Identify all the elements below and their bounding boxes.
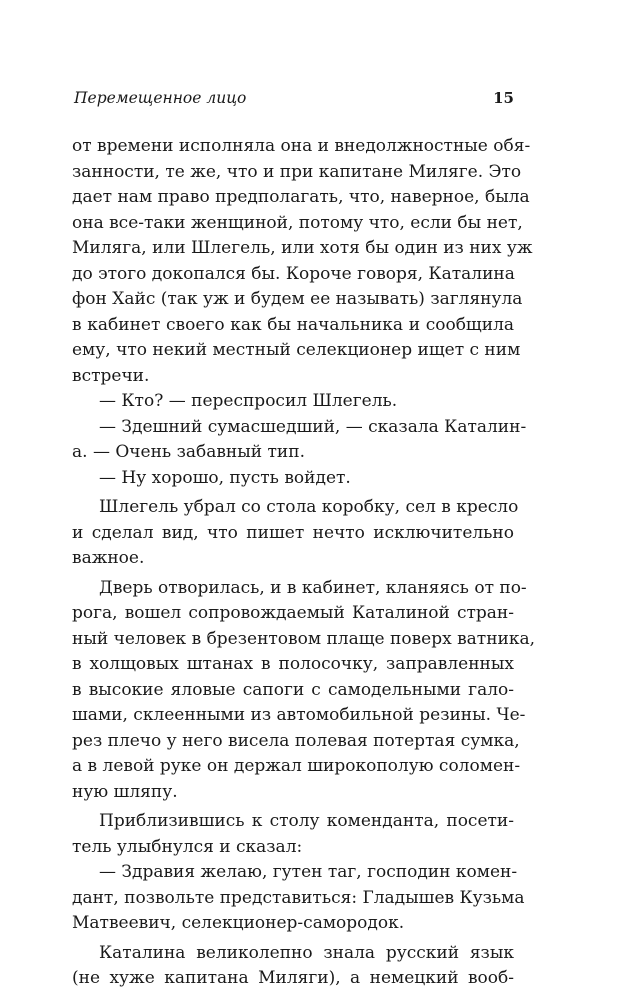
text-line: встречи. (72, 365, 150, 386)
text-line: шами, склеенными из автомобильной резины. Че- (72, 705, 526, 725)
text-line: рез плечо у него висела полевая потертая сумка, (72, 730, 520, 751)
text-line: а. — Очень забавный тип. (72, 442, 305, 462)
text-line: важное. (72, 548, 145, 568)
text-line: в кабинет своего как бы начальника и сообщила (72, 314, 514, 335)
text-line: (не хуже капитана Миляги), а немецкий вооб- (72, 968, 514, 988)
text-line: а в левой руке он держал широкополую соломен- (72, 756, 521, 776)
text-line: фон Хайс (так уж и будем ее называть) заглянула (72, 289, 523, 309)
text-line: занности, те же, что и при капитане Миляге. Это (72, 161, 522, 182)
text-line: Миляга, или Шлегель, или хотя бы один из них уж (72, 238, 533, 258)
page-header (74, 86, 514, 110)
text-line: Приблизившись к столу коменданта, посети- (99, 811, 514, 831)
text-line: до этого докопался бы. Короче говоря, Каталина (72, 263, 515, 284)
text-line: дает нам право предполагать, что, наверное, была (72, 187, 530, 207)
text-line: от времени исполняла она и внедолжностные обя- (72, 136, 531, 156)
body-text (72, 134, 536, 992)
running-title: Перемещенное лицо (74, 89, 247, 107)
text-line: — Кто? — переспросил Шлегель. (99, 391, 398, 411)
text-line: рога, вошел сопровождаемый Каталиной стран- (72, 603, 514, 623)
text-line: Матвеевич, селекционер-самородок. (72, 913, 405, 933)
text-line: она все-таки женщиной, потому что, если бы нет, (72, 212, 523, 233)
text-line: ему, что некий местный селекционер ищет с ним (72, 340, 521, 360)
page-number: 15 (493, 89, 514, 107)
text-line: — Ну хорошо, пусть войдет. (99, 467, 351, 488)
text-line: Каталина великолепно знала русский язык (99, 942, 514, 963)
text-line: в высокие яловые сапоги с самодельными гало- (72, 679, 514, 700)
text-line: тель улыбнулся и сказал: (72, 836, 303, 857)
text-line: дант, позвольте представиться: Гладышев Кузьма (72, 887, 525, 908)
text-line: — Здешний сумасшедший, — сказала Каталин- (99, 416, 527, 437)
text-line: Дверь отворилась, и в кабинет, кланяясь от по- (99, 577, 527, 598)
text-line: ную шляпу. (72, 781, 178, 802)
text-line: Шлегель убрал со стола коробку, сел в кресло (99, 497, 519, 517)
text-line: в холщовых штанах в полосочку, заправленных (72, 654, 514, 674)
text-line: и сделал вид, что пишет нечто исключительно (72, 522, 514, 543)
text-line: ный человек в брезентовом плаще поверх ватника, (72, 628, 536, 649)
text-line: — Здравия желаю, гутен таг, господин комен- (99, 862, 518, 882)
